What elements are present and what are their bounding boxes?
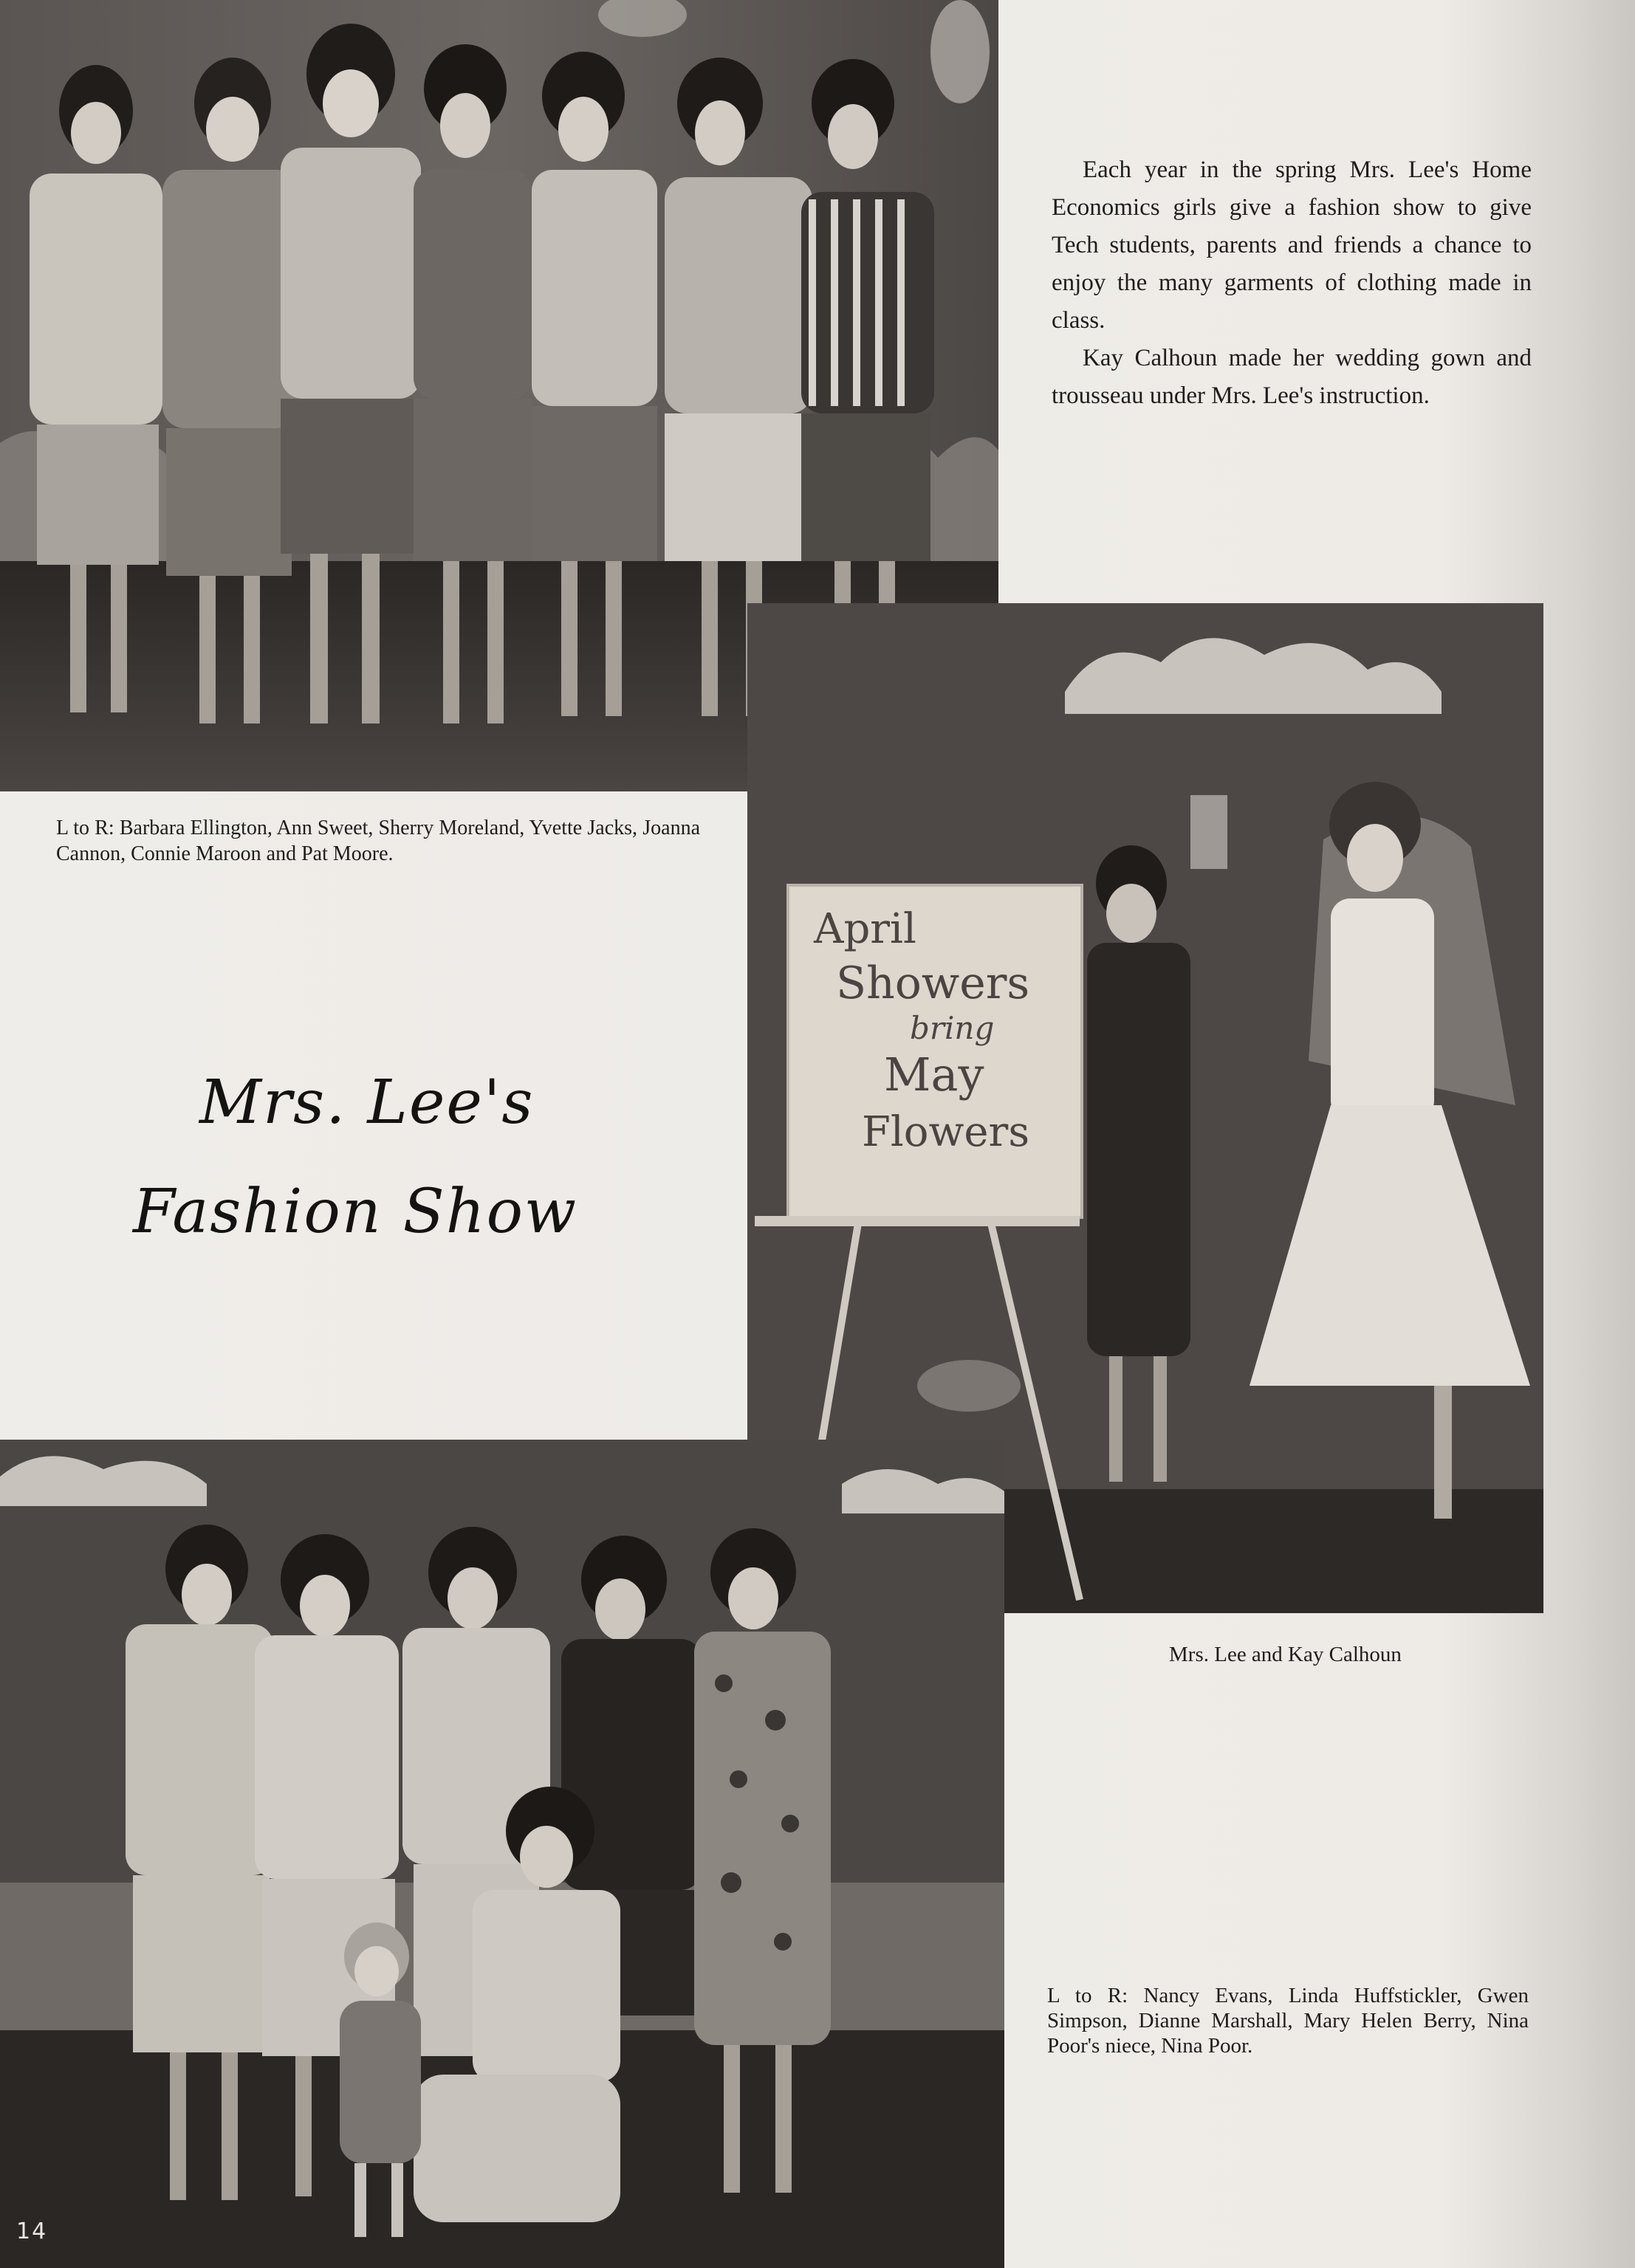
- sign-line-2: Showers: [836, 958, 1030, 1009]
- middle-photo-caption: Mrs. Lee and Kay Calhoun: [1169, 1643, 1402, 1666]
- top-photo-caption: L to R: Barbara Ellington, Ann Sweet, Sherry Moreland, Yvette Jacks, Joanna Cannon, Connie Maroon and Pat Moore.: [56, 817, 700, 865]
- page-number: 14: [16, 2219, 48, 2244]
- intro-paragraph-2: Kay Calhoun made her wedding gown and trousseau under Mrs. Lee's instruction.: [1052, 345, 1532, 409]
- page-title: [133, 1048, 650, 1267]
- sign-line-5: Flowers: [862, 1108, 1030, 1156]
- group-photo-bottom-image: [0, 1440, 1004, 2268]
- intro-text: [1052, 151, 1532, 415]
- sign-line-1: April: [814, 905, 916, 953]
- intro-paragraph-1: Each year in the spring Mrs. Lee's Home Economics girls give a fashion show to give Tech students, parents and friends a chance to enjoy the many garments of clothing made in class.: [1052, 157, 1532, 334]
- sign-line-3: bring: [910, 1010, 995, 1046]
- title-line-1: Mrs. Lee's: [199, 1068, 535, 1138]
- sign-line-4: May: [884, 1048, 984, 1102]
- bottom-photo-caption: L to R: Nancy Evans, Linda Huffstickler, Gwen Simpson, Dianne Marshall, Mary Helen Berry, Nina Poor's niece, Nina Poor.: [1047, 1984, 1529, 2058]
- group-photo-bottom: [0, 1440, 1004, 2268]
- title-line-2: Fashion Show: [133, 1177, 578, 1247]
